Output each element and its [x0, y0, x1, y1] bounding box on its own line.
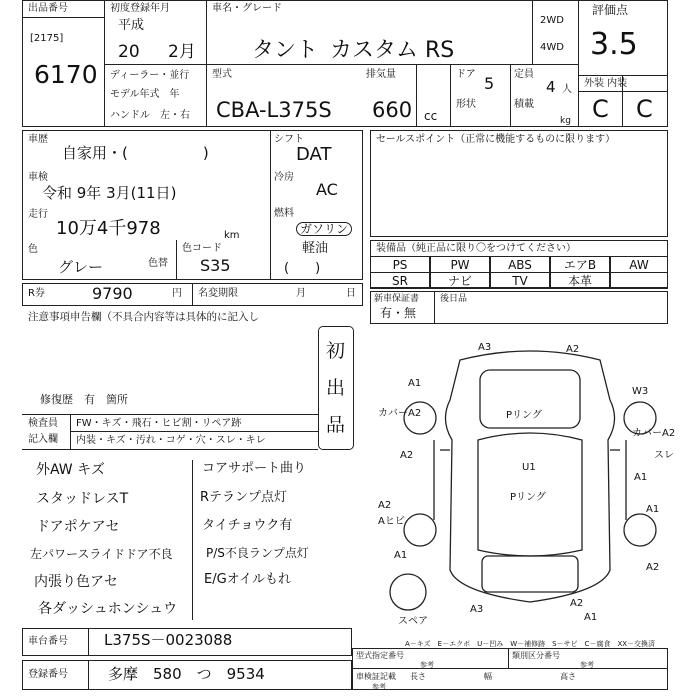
chassis-label: 車台番号 [28, 636, 68, 647]
fuel-gasoline: ガソリン [296, 222, 352, 236]
chassis-value: L375S－0023088 [104, 631, 233, 649]
car-grade: カスタム RS [330, 38, 455, 63]
color-label: 色 [28, 244, 38, 255]
sales-point-label: セールスポイント（正常に機能するものに限ります） [376, 134, 616, 145]
note-left-2: スタッドレスT [36, 491, 129, 507]
diagram-mark: A2 [570, 598, 584, 609]
cert-ref: 参考 [372, 683, 386, 691]
plate-value: 多摩 580 つ 9534 [108, 665, 265, 683]
note-right-4: P/S不良ランプ点灯 [206, 546, 309, 560]
warranty-label: 新車保証書 [374, 294, 420, 304]
load-label: 積載 [514, 99, 534, 110]
equip-empty [610, 272, 668, 289]
displacement-value: 660 [372, 98, 413, 122]
notes-header: 注意事項申告欄（不具合内容等は具体的に記入し [28, 311, 259, 323]
car-damage-diagram [370, 330, 690, 630]
lot-sub-number: [2175] [30, 33, 64, 44]
lot-number: 6170 [34, 60, 98, 89]
stamp-char-1: 初 [326, 340, 346, 362]
handle-label: ハンドル 左・右 [110, 110, 190, 121]
equip-aw: AW [610, 256, 668, 273]
plate-label: 登録番号 [28, 669, 68, 680]
month-label: 月 [296, 288, 306, 299]
diagram-mark: A2 [400, 450, 414, 461]
note-left-5: 内張り色アセ [34, 574, 118, 590]
shift-label: シフト [274, 134, 304, 145]
shift-value: DAT [296, 144, 332, 165]
drive-2wd: 2WD [540, 15, 564, 26]
diagram-mark: A2 [378, 500, 392, 511]
diagram-mark: A3 [478, 342, 492, 353]
rear-left-wheel [404, 514, 436, 546]
stamp-char-2: 出 [326, 377, 346, 399]
car-body-outline [445, 351, 614, 602]
yen-unit: 円 [172, 288, 182, 299]
color-code-value: S35 [200, 256, 231, 275]
kg-unit: kg [560, 116, 571, 126]
equip-navi: ナビ [430, 272, 490, 289]
diagram-mark: A2 [646, 562, 660, 573]
spare-label: スペア [398, 616, 428, 627]
name-change-label: 名変期限 [198, 288, 238, 299]
class-ref: 参考 [580, 661, 594, 669]
repair-history-label: 修復歴 有 箇所 [40, 393, 128, 406]
class-label: 類別区分番号 [512, 651, 560, 660]
equip-abs: ABS [490, 256, 550, 273]
diagram-mark: A1 [634, 472, 648, 483]
inspector-label: 検査員 [28, 418, 58, 429]
rear-hatch [482, 556, 578, 592]
first-reg-month: 2月 [168, 42, 196, 62]
note-right-5: E/Gオイルもれ [204, 572, 292, 587]
type-spec-label: 型式指定番号 [356, 651, 404, 660]
cert-length: 長さ [410, 672, 426, 681]
first-reg-year: 20 [118, 42, 140, 62]
note-right-1: コアサポート曲り [202, 461, 307, 476]
diagram-mark: Pリング [510, 492, 546, 503]
lot-number-label: 出品番号 [28, 3, 68, 14]
equip-pw: PW [430, 256, 490, 273]
car-name: タント [252, 38, 319, 63]
note-right-2: Rテランプ点灯 [200, 490, 288, 505]
note-left-6: 各ダッシュホンシュウ [38, 601, 178, 617]
shape-label: 形状 [456, 99, 476, 110]
score-label: 評価点 [592, 3, 629, 17]
inspection-value: 令和 9年 3月(11日) [42, 184, 177, 202]
inspector-items: FW・キズ・飛石・ヒビ割・リペア跡 [76, 418, 242, 429]
doors-value: 5 [484, 74, 495, 93]
color-value: グレー [58, 258, 104, 276]
color-number-label: 色替 [148, 258, 168, 269]
drive-4wd: 4WD [540, 42, 564, 53]
diagram-mark: A1 [584, 612, 598, 623]
diagram-mark: カバーA2 [632, 428, 676, 439]
first-reg-era: 平成 [118, 18, 145, 33]
diagram-mark: A3 [470, 604, 484, 615]
note-right-3: タイチョウク有 [202, 518, 293, 533]
sales-point-frame [370, 130, 668, 237]
model-year-label: モデル年式 年 [110, 89, 180, 100]
mileage-label: 走行 [28, 209, 48, 220]
model-code: CBA-L375S [216, 98, 332, 122]
equip-sr: SR [370, 272, 430, 289]
cc-unit: cc [424, 109, 438, 123]
ac-label: 冷房 [274, 172, 294, 183]
warranty-value: 有・無 [380, 306, 417, 320]
diagram-mark: カバーA2 [378, 408, 422, 419]
diagram-mark: A2 [566, 344, 580, 355]
int-grade: C [636, 95, 653, 123]
entry-items: 内装・キズ・汚れ・コゲ・穴・スレ・キレ [76, 435, 266, 446]
history-label: 車歴 [28, 134, 48, 145]
color-code-label: 色コード [182, 243, 222, 254]
displacement-label: 排気量 [366, 69, 396, 80]
type-label: 型式 [212, 69, 232, 80]
diagram-mark: A1 [408, 378, 422, 389]
ext-grade: C [592, 95, 609, 123]
cert-width: 幅 [484, 672, 492, 681]
doors-label: ドア [456, 69, 476, 80]
stamp-char-3: 品 [326, 414, 346, 436]
car-name-label: 車名・グレード [212, 3, 282, 14]
mileage-value: 10万4千978 [56, 218, 161, 239]
diagram-mark: A1 [394, 550, 408, 561]
capacity-label: 定員 [514, 69, 534, 80]
km-unit: km [224, 230, 240, 241]
person-unit: 人 [562, 84, 572, 95]
cert-height: 高さ [560, 672, 576, 681]
history-value: 自家用・( ) [62, 144, 209, 162]
capacity-value: 4 [546, 78, 556, 96]
cert-label: 車検証記載 [356, 672, 396, 681]
fuel-label: 燃料 [274, 208, 294, 219]
recycle-value: 9790 [92, 284, 133, 303]
first-reg-label: 初度登録年月 [110, 3, 170, 14]
inspection-label: 車検 [28, 172, 48, 183]
note-left-3: ドアポケアセ [36, 519, 120, 535]
score-value: 3.5 [590, 27, 638, 62]
note-left-1: 外AW キズ [36, 462, 105, 478]
equip-tv: TV [490, 272, 550, 289]
entry-label: 記入欄 [28, 434, 58, 445]
later-items-label: 後日品 [440, 294, 468, 304]
recycle-label: R券 [28, 288, 45, 299]
equip-ps: PS [370, 256, 430, 273]
damage-legend: A－キズ E－エクボ U－凹み W－補修跡 S－サビ C－腐食 XX－交換済 [405, 640, 656, 648]
ext-int-label: 外装 内装 [584, 78, 628, 89]
diagram-mark: A1 [646, 504, 660, 515]
diagram-mark: W3 [632, 386, 649, 397]
day-label: 日 [346, 288, 356, 299]
type-spec-ref: 参考 [420, 661, 434, 669]
equip-leather: 本革 [550, 272, 610, 289]
equipment-label: 装備品（純正品に限り〇をつけてください） [376, 243, 576, 254]
diagram-mark: Aヒビ [378, 516, 405, 527]
spare-tire [390, 574, 426, 610]
ac-value: AC [316, 180, 338, 199]
fuel-diesel: 軽油 [302, 241, 329, 256]
rear-right-wheel [624, 514, 656, 546]
diagram-mark: スレ [654, 450, 674, 461]
diagram-mark: U1 [522, 462, 536, 473]
equip-airbag: エアB [550, 256, 610, 273]
note-left-4: 左パワースライドドア不良 [30, 547, 173, 561]
diagram-mark: Pリング [506, 410, 542, 421]
fuel-paren: ( ) [284, 261, 321, 276]
dealer-label: ディーラー・並行 [110, 70, 190, 81]
